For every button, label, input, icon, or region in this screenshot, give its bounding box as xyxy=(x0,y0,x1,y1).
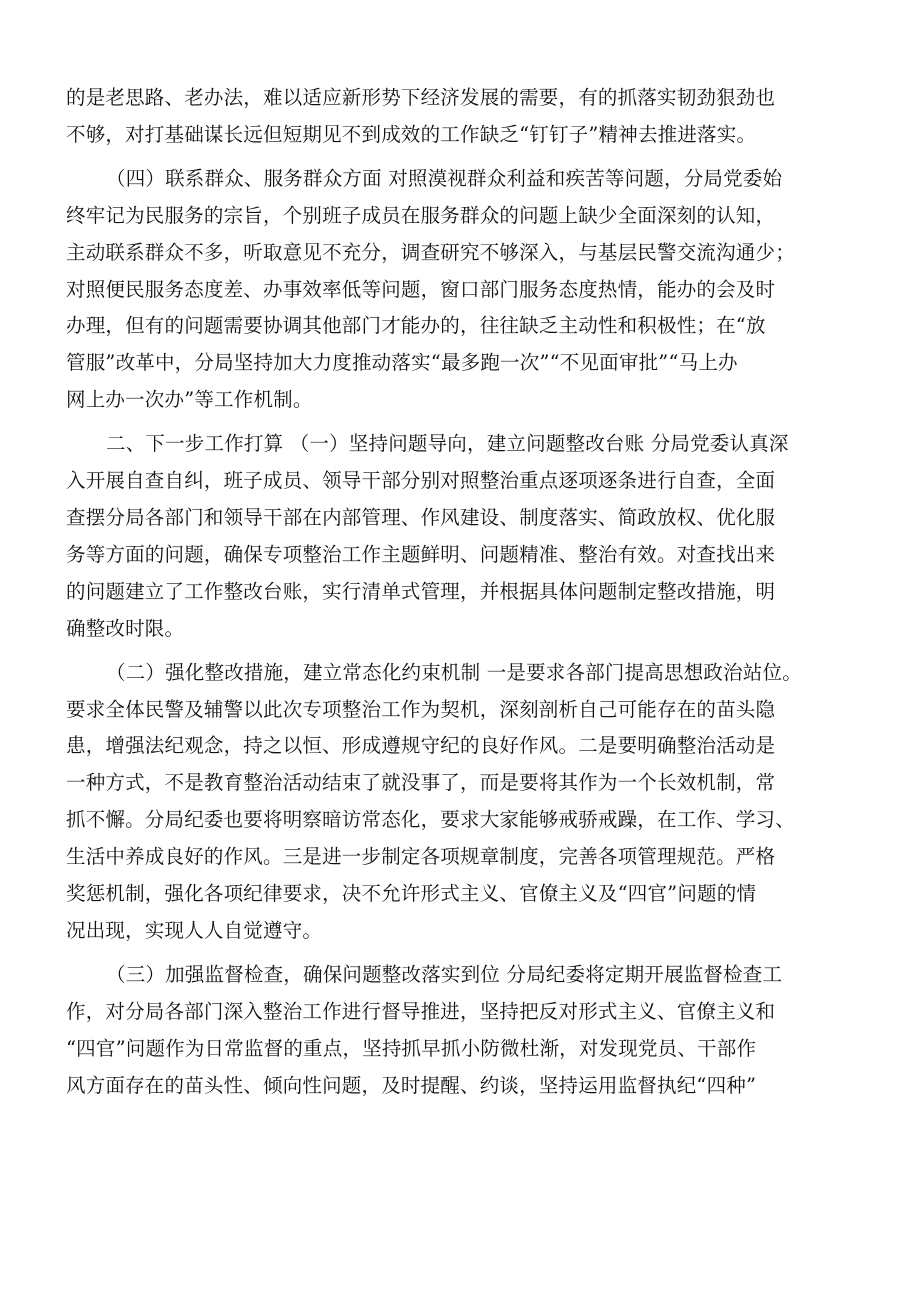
paragraph xyxy=(66,655,864,950)
text-line: 一种方式，不是教育整治活动结束了就没事了，而是要将其作为一个长效机制，常 xyxy=(66,771,776,795)
text-line: 的是老思路、老办法，难以适应新形势下经济发展的需要，有的抓落实韧劲狠劲也 xyxy=(66,86,776,109)
paragraph xyxy=(66,426,864,647)
text-line: 抓不懈。分局纪委也要将明察暗访常态化，要求大家能够戒骄戒躁，在工作、学习、 xyxy=(66,808,795,832)
text-line: 二、下一步工作打算 （一）坚持问题导向，建立问题整改台账 分局党委认真深 xyxy=(106,432,789,456)
text-line: （四）联系群众、服务群众方面 对照漠视群众利益和疾苦等问题，分局党委始 xyxy=(106,166,783,190)
text-line: 对照便民服务态度差、办事效率低等问题，窗口部门服务态度热情，能办的会及时 xyxy=(66,277,776,301)
text-line: 生活中养成良好的作风。三是进一步制定各项规章制度，完善各项管理规范。严格 xyxy=(66,845,776,869)
text-line: 不够，对打基础谋长远但短期见不到成效的工作缺乏“钉钉子”精神去推进落实。 xyxy=(66,122,757,146)
text-line: 办理，但有的问题需要协调其他部门才能办的，往往缺乏主动性和积极性；在“放 xyxy=(66,314,766,338)
text-line: 奖惩机制，强化各项纪律要求，决不允许形式主义、官僚主义及“四官”问题的情 xyxy=(66,882,757,906)
text-line: 查摆分局各部门和领导干部在内部管理、作风建设、制度落实、简政放权、优化服 xyxy=(66,505,776,529)
text-line: 的问题建立了工作整改台账，实行清单式管理，并根据具体问题制定整改措施，明 xyxy=(66,579,776,603)
text-line: 要求全体民警及辅警以此次专项整治工作为契机，深刻剖析自己可能存在的苗头隐 xyxy=(66,697,776,721)
paragraph xyxy=(66,957,864,1105)
text-line: （三）加强监督检查，确保问题整改落实到位 分局纪委将定期开展监督检查工 xyxy=(106,962,783,986)
text-line: 患，增强法纪观念，持之以恒、形成遵规守纪的良好作风。二是要明确整治活动是 xyxy=(66,734,776,758)
text-line: “四官”问题作为日常监督的重点，坚持抓早抓小防微杜渐，对发现党员、干部作 xyxy=(66,1036,757,1060)
text-line: 终牢记为民服务的宗旨，个别班子成员在服务群众的问题上缺少全面深刻的认知， xyxy=(66,203,776,227)
text-line: （二）强化整改措施，建立常态化约束机制 一是要求各部门提高思想政治站位。 xyxy=(106,660,802,684)
text-line: 风方面存在的苗头性、倾向性问题，及时提醒、约谈，坚持运用监督执纪“四种” xyxy=(66,1073,757,1097)
document-body xyxy=(66,80,864,1104)
paragraph xyxy=(66,80,864,154)
text-line: 网上办一次办”等工作机制。 xyxy=(66,388,313,412)
text-line: 主动联系群众不多，听取意见不充分，调查研究不够深入，与基层民警交流沟通少； xyxy=(66,240,795,264)
text-line: 入开展自查自纠，班子成员、领导干部分别对照整治重点逐项逐条进行自查，全面 xyxy=(66,469,776,493)
text-line: 务等方面的问题，确保专项整治工作主题鲜明、问题精准、整治有效。对查找出来 xyxy=(66,542,776,566)
text-line: 确整改时限。 xyxy=(66,616,185,640)
paragraph xyxy=(66,161,864,419)
text-line: 况出现，实现人人自觉遵守。 xyxy=(66,918,323,942)
text-line: 管服”改革中，分局坚持加大力度推动落实“最多跑一次”“不见面审批”“马上办 xyxy=(66,351,738,375)
text-line: 作，对分局各部门深入整治工作进行督导推进，坚持把反对形式主义、官僚主义和 xyxy=(66,999,776,1023)
